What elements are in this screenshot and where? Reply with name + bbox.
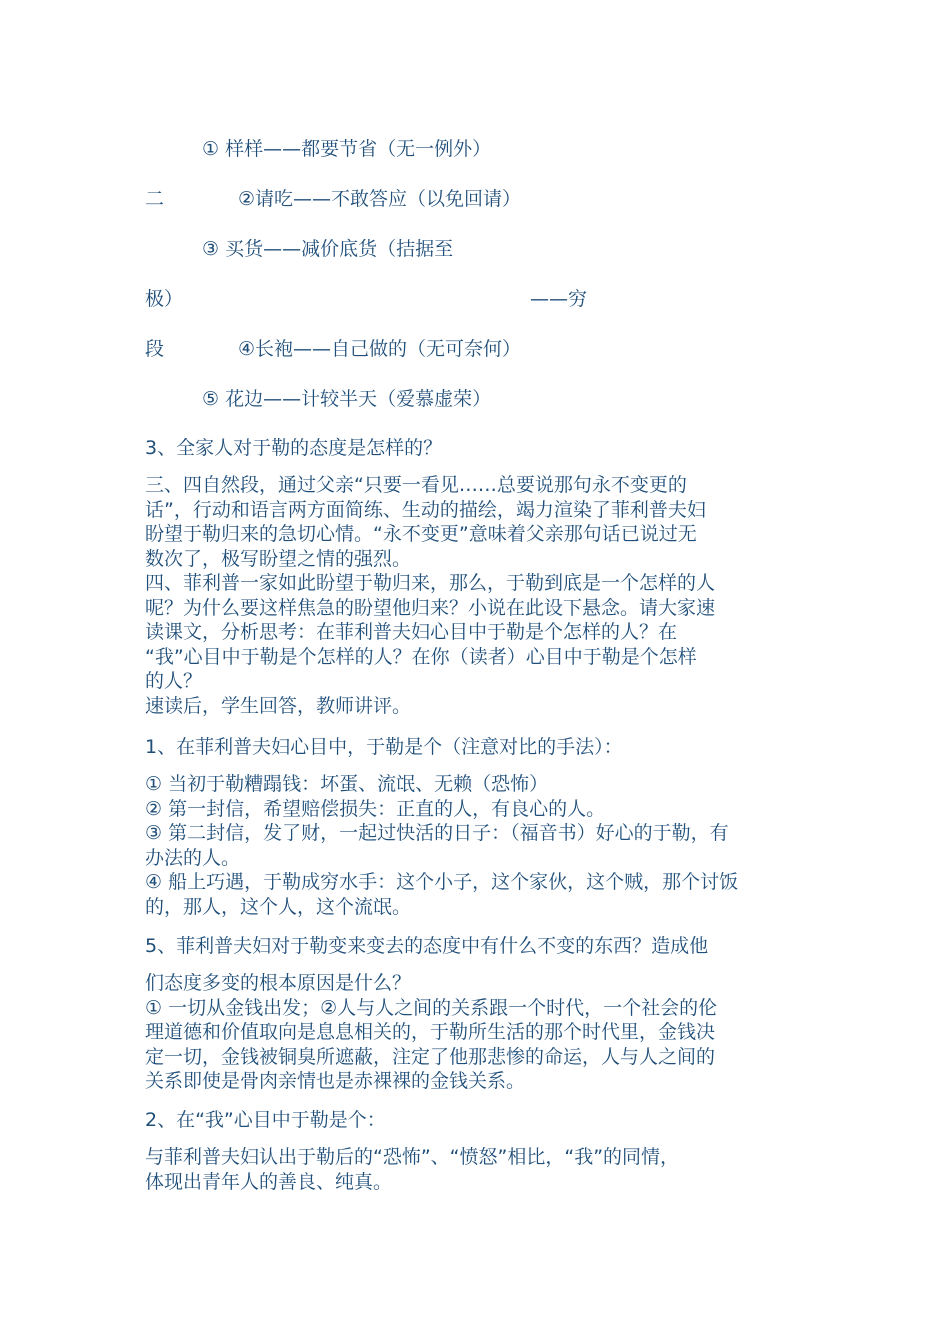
text-line: 数次了，极写盼望之情的强烈。	[145, 547, 412, 570]
heading-5: 5、菲利普夫妇对于勒变来变去的态度中有什么不变的东西？造成他	[145, 935, 709, 957]
outline-item-5: ⑤ 花边——计较半天（爱慕虚荣）	[202, 388, 492, 410]
text-line: “我”心目中于勒是个怎样的人？在你（读者）心目中于勒是个怎样	[145, 645, 697, 668]
heading-2: 2、在“我”心目中于勒是个：	[145, 1109, 386, 1131]
text-line: 四、菲利普一家如此盼望于勒归来，那么，于勒到底是一个怎样的人	[145, 572, 716, 594]
text-line: 盼望于勒归来的急切心情。“永不变更”意味着父亲那句话已说过无	[145, 523, 697, 545]
text-line: 体现出青年人的善良、纯真。	[145, 1170, 393, 1193]
text-line: 们态度多变的根本原因是什么？	[145, 972, 412, 994]
text-line: 呢？为什么要这样焦急的盼望他归来？小说在此设下悬念。请大家速	[145, 596, 716, 619]
text-line: 话”，行动和语言两方面简练、生动的描绘，竭力渲染了菲利普夫妇	[145, 498, 706, 521]
outline-item-4: ④长袍——自己做的（无可奈何）	[238, 338, 522, 360]
question-3: 3、全家人对于勒的态度是怎样的？	[145, 437, 443, 459]
outline-item-1: ① 样样——都要节省（无一例外）	[202, 138, 492, 160]
list-item: ① 当初于勒糟蹋钱：坏蛋、流氓、无赖（恐怖）	[145, 773, 549, 795]
list-item: ② 第一封信，希望赔偿损失：正直的人，有良心的人。	[145, 797, 606, 820]
list-item: 的，那人，这个人，这个流氓。	[145, 895, 412, 918]
text-line: 的人？	[145, 670, 203, 692]
heading-1: 1、在菲利普夫妇心目中，于勒是个（注意对比的手法）：	[145, 736, 623, 758]
text-line: 读课文，分析思考：在菲利普夫妇心目中于勒是个怎样的人？在	[145, 621, 678, 643]
outline-label-er: 二	[145, 188, 165, 210]
outline-qiong: ——穷	[530, 288, 588, 310]
list-item: ④ 船上巧遇，于勒成穷水手：这个小子，这个家伙，这个贼，那个讨饭	[145, 871, 739, 893]
answer-5	[145, 971, 810, 1094]
text-line: 三、四自然段，通过父亲“只要一看见……总要说那句永不变更的	[145, 474, 687, 496]
answer-2	[145, 1145, 810, 1194]
list-item: ③ 第二封信，发了财，一起过快活的日子：（福音书）好心的于勒，有	[145, 822, 729, 844]
list-item: 办法的人。	[145, 846, 241, 869]
text-line: 速读后，学生回答，教师讲评。	[145, 694, 412, 717]
outline-label-duan: 段	[145, 338, 165, 360]
text-line: ① 一切从金钱出发；②人与人之间的关系跟一个时代，一个社会的伦	[145, 996, 718, 1019]
section-three-four	[145, 473, 810, 718]
text-line: 与菲利普夫妇认出于勒后的“恐怖”、“愤怒”相比，“我”的同情，	[145, 1146, 680, 1168]
outline-item-3: ③ 买货——减价底货（拮据至	[202, 238, 454, 260]
text-line: 理道德和价值取向是息息相关的，于勒所生活的那个时代里，金钱决	[145, 1021, 716, 1043]
outline-label-ji: 极）	[145, 288, 184, 310]
text-line: 定一切，金钱被铜臭所遮蔽，注定了他那悲惨的命运，人与人之间的	[145, 1045, 716, 1068]
list-1	[145, 772, 810, 919]
text-line: 关系即使是骨肉亲情也是赤裸裸的金钱关系。	[145, 1070, 526, 1092]
outline-item-2: ②请吃——不敢答应（以免回请）	[238, 188, 522, 210]
